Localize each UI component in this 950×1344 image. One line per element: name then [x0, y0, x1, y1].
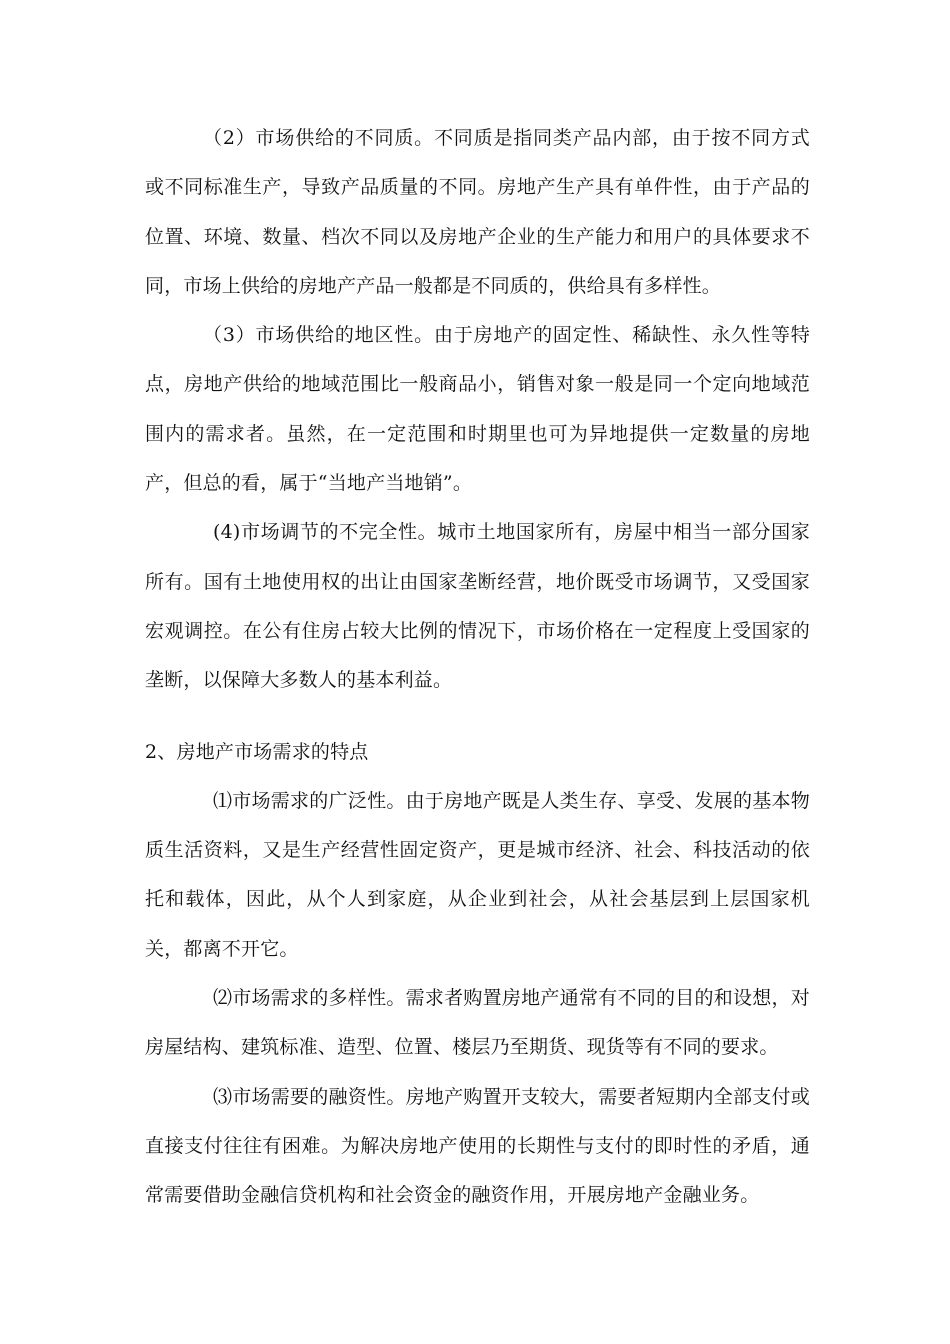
paragraph-supply-regional: （3）市场供给的地区性。由于房地产的固定性、稀缺性、永久性等特点，房地产供给的地域范围比一般商品小，销售对象一般是同一个定向地域范围内的需求者。虽然，在一定范围和时期里也可为异地提供一定数量的房地产，但总的看，属于“当地产当地销”。: [145, 324, 810, 495]
document-body: [145, 114, 810, 1221]
section-heading-demand: 2、房地产市场需求的特点: [145, 740, 369, 763]
paragraph-demand-diversity: ⑵市场需求的多样性。需求者购置房地产通常有不同的目的和设想，对房屋结构、建筑标准、造型、位置、楼层乃至期货、现货等有不同的要求。: [145, 987, 810, 1059]
paragraph-demand-breadth: ⑴市场需求的广泛性。由于房地产既是人类生存、享受、发展的基本物质生活资料，又是生产经营性固定资产，更是城市经济、社会、科技活动的依托和载体，因此，从个人到家庭，从企业到社会，从社会基层到上层国家机关，都离不开它。: [145, 789, 810, 960]
paragraph-demand-financing: ⑶市场需要的融资性。房地产购置开支较大，需要者短期内全部支付或直接支付往往有困难。为解决房地产使用的长期性与支付的即时性的矛盾，通常需要借助金融信贷机构和社会资金的融资作用，开展房地产金融业务。: [145, 1085, 810, 1207]
paragraph-supply-heterogeneity: （2）市场供给的不同质。不同质是指同类产品内部，由于按不同方式或不同标准生产，导致产品质量的不同。房地产生产具有单件性，由于产品的位置、环境、数量、档次不同以及房地产企业的生产能力和用户的具体要求不同，市场上供给的房地产产品一般都是不同质的，供给具有多样性。: [145, 127, 810, 297]
paragraph-market-regulation: (4)市场调节的不完全性。城市土地国家所有，房屋中相当一部分国家所有。国有土地使用权的出让由国家垄断经营，地价既受市场调节，又受国家宏观调控。在公有住房占较大比例的情况下，市场价格在一定程度上受国家的垄断，以保障大多数人的基本利益。: [145, 521, 810, 692]
